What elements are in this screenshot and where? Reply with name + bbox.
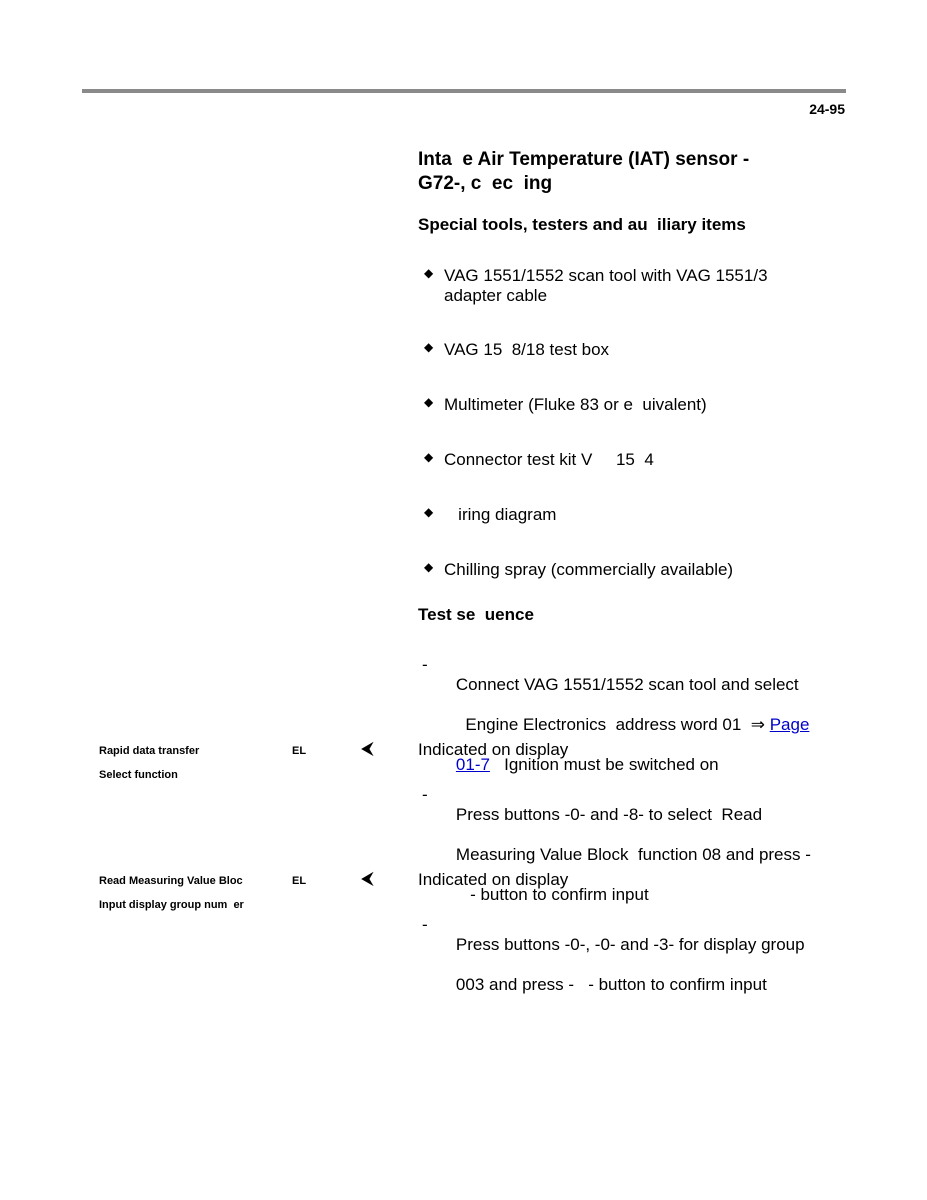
tool-item-text: VAG 1551/1552 scan tool with VAG 1551/3 xyxy=(444,266,768,285)
tool-item-text: VAG 15 8/18 test box xyxy=(444,340,610,359)
page-title xyxy=(418,148,818,196)
step-text: Ignition must be switched on xyxy=(489,755,719,774)
diamond-bullet-icon: ◆ xyxy=(424,340,434,354)
title-line-2: G72-, c ec ing xyxy=(418,173,553,194)
tool-item-text: Connector test kit V 15 4 xyxy=(444,450,654,469)
tool-item-text: iring diagram xyxy=(444,505,557,524)
tools-heading: Special tools, testers and au iliary items xyxy=(418,215,746,234)
sequence-heading: Test se uence xyxy=(418,605,534,624)
step-text: - button to confirm input xyxy=(455,885,649,904)
display-readout-code: EL xyxy=(292,745,307,757)
arrow-left-icon: ⮜ xyxy=(361,868,374,888)
diamond-bullet-icon: ◆ xyxy=(424,505,434,519)
diamond-bullet-icon: ◆ xyxy=(424,266,434,280)
display-readout-code: EL xyxy=(292,875,307,887)
display-indicator-label: Indicated on display xyxy=(418,740,569,759)
display-readout-line: Rapid data transfer xyxy=(99,745,200,757)
diamond-bullet-icon: ◆ xyxy=(424,560,434,574)
tool-item-text: adapter cable xyxy=(444,286,548,305)
page-number: 24-95 xyxy=(809,101,845,117)
diamond-bullet-icon: ◆ xyxy=(424,450,434,464)
display-indicator-label: Indicated on display xyxy=(418,870,569,889)
step-text: Measuring Value Block function 08 and press - xyxy=(455,845,811,864)
tool-item-text: Multimeter (Fluke 83 or e uivalent) xyxy=(444,395,707,414)
step-dash: - xyxy=(422,915,428,934)
display-readout-line: Read Measuring Value Bloc xyxy=(99,875,243,887)
step-text: Engine Electronics address word 01 ⇒ xyxy=(455,715,770,734)
step-text: Press buttons -0- and -8- to select Read xyxy=(455,805,763,824)
tool-item-text: Chilling spray (commercially available) xyxy=(444,560,734,579)
page-link[interactable]: 01-7 xyxy=(455,755,490,774)
arrow-left-icon: ⮜ xyxy=(361,738,374,758)
page-link[interactable]: Page xyxy=(769,715,810,734)
display-readout-line: Select function xyxy=(99,769,178,781)
diamond-bullet-icon: ◆ xyxy=(424,395,434,409)
step-dash: - xyxy=(422,655,428,674)
display-readout-line: Input display group num er xyxy=(99,899,244,911)
step-text: Press buttons -0-, -0- and -3- for display group xyxy=(455,935,805,954)
header-rule xyxy=(82,89,846,93)
title-line-1: Inta e Air Temperature (IAT) sensor - xyxy=(418,149,750,170)
step-dash: - xyxy=(422,785,428,804)
step-text: Connect VAG 1551/1552 scan tool and select xyxy=(455,675,799,694)
step-text: 003 and press - - button to confirm input xyxy=(455,975,767,994)
